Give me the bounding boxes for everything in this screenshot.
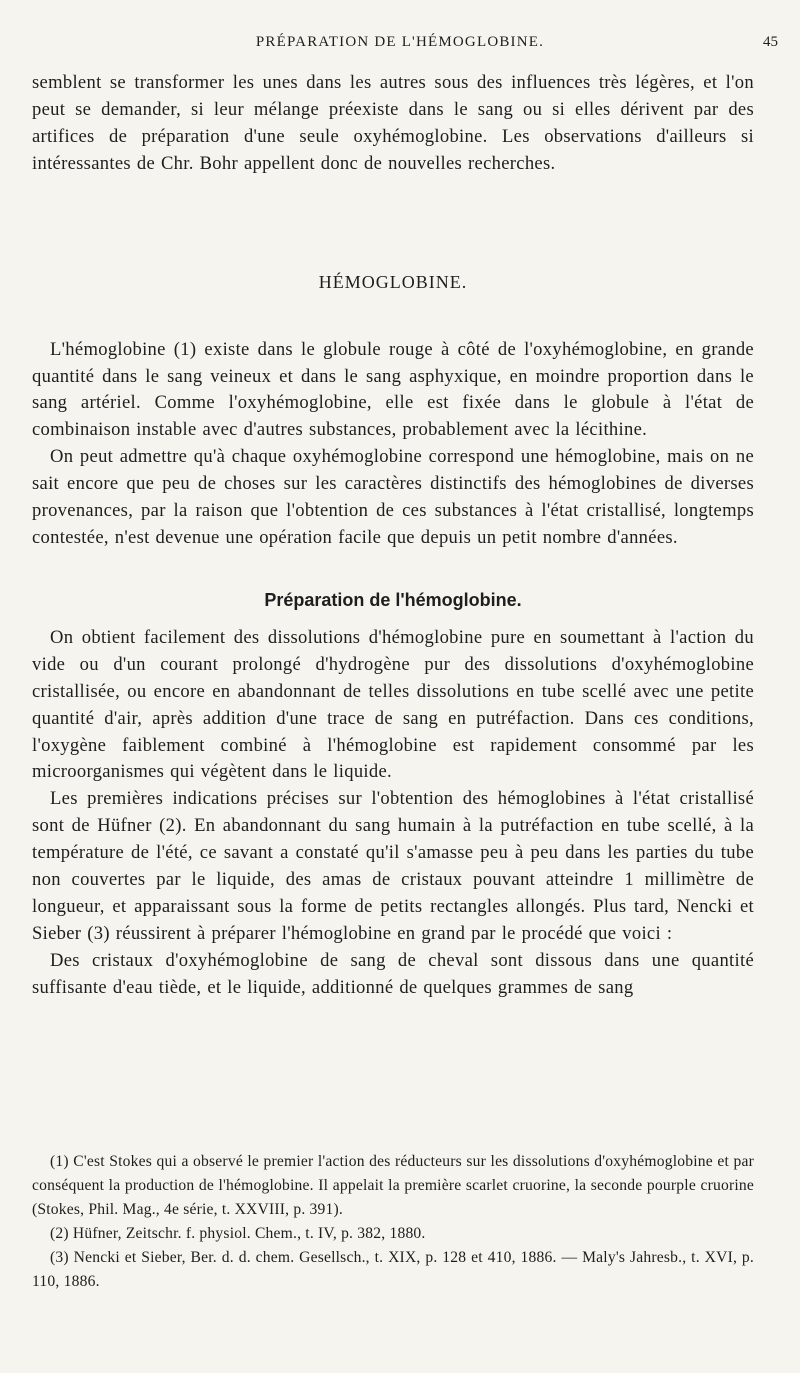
section-heading-preparation: Préparation de l'hémoglobine. — [264, 589, 522, 610]
body-paragraph: On peut admettre qu'à chaque oxyhémoglobine correspond une hémoglobine, mais on ne sait encore que peu de choses sur les caractères distinctifs des hémoglobines de diverses provenances, par la raison que l'obtention de ces substances à l'état cristallisé, longtemps contestée, n'est devenue une opération facile que depuis un petit nombre d'années. — [32, 446, 754, 548]
running-head — [0, 34, 800, 58]
page-number: 45 — [763, 34, 778, 50]
body-paragraph: L'hémoglobine (1) existe dans le globule rouge à côté de l'oxyhémoglobine, en grande quantité dans le sang veineux et dans le sang asphyxique, en moindre proportion dans le sang artériel. Comme l'oxyhémoglobine, elle est fixée dans le globule à l'état de combinaison instable avec d'autres substances, probablement avec la lécithine. — [32, 338, 754, 441]
footnotes — [32, 1150, 754, 1294]
body-text — [32, 70, 754, 1002]
footnote: (1) C'est Stokes qui a observé le premier l'action des réducteurs sur les dissolutions d'oxyhémoglobine et par conséquent la production de l'hémoglobine. Il appelait la première scarlet cruorine, la seconde pourple cruorine (Stokes, Phil. Mag., 4e série, t. XXVIII, p. 391). — [32, 1153, 754, 1218]
body-paragraph: Les premières indications précises sur l'obtention des hémoglobines à l'état cristallisé sont de Hüfner (2). En abandonnant du sang humain à la putréfaction en tube scellé, à la température de l'été, ce savant a constaté qu'il s'amasse peu à peu dans les parties du tube non couvertes par le liquide, des amas de cristaux pouvant atteindre 1 millimètre de longueur, et apparaissant sous la forme de petits rectangles allongés. Plus tard, Nencki et Sieber (3) réussirent à préparer l'hémoglobine en grand par le procédé que voici : — [32, 788, 754, 944]
footnote: (3) Nencki et Sieber, Ber. d. d. chem. Gesellsch., t. XIX, p. 128 et 410, 1886. — Maly's Jahresb., t. XVI, p. 110, 1886. — [32, 1249, 754, 1290]
body-paragraph: Des cristaux d'oxyhémoglobine de sang de cheval sont dissous dans une quantité suffisante d'eau tiède, et le liquide, additionné de quelques grammes de sang — [32, 949, 754, 998]
intro-paragraph: semblent se transformer les unes dans les autres sous des influences très légères, et l'on peut se demander, si leur mélange préexiste dans le sang ou si elles dérivent par des artifices de préparation d'une seule oxyhémoglobine. Les observations d'ailleurs si intéressantes de Chr. Bohr appellent donc de nouvelles recherches. — [32, 72, 754, 174]
section-heading-hemoglobine: HÉMOGLOBINE. — [318, 271, 468, 292]
body-paragraph: On obtient facilement des dissolutions d'hémoglobine pure en soumettant à l'action du vide ou d'un courant prolongé d'hydrogène pur des dissolutions d'oxyhémoglobine cristallisée, ou encore en abandonnant de telles dissolutions en tube scellé avec une petite quantité d'air, après addition d'une trace de sang en putréfaction. Dans ces conditions, l'oxygène faiblement combiné à l'hémoglobine est rapidement consommé par les microorganismes qui végètent dans le liquide. — [32, 626, 754, 783]
footnote: (2) Hüfner, Zeitschr. f. physiol. Chem., t. IV, p. 382, 1880. — [50, 1225, 426, 1242]
running-head-title: PRÉPARATION DE L'HÉMOGLOBINE. — [255, 34, 545, 50]
